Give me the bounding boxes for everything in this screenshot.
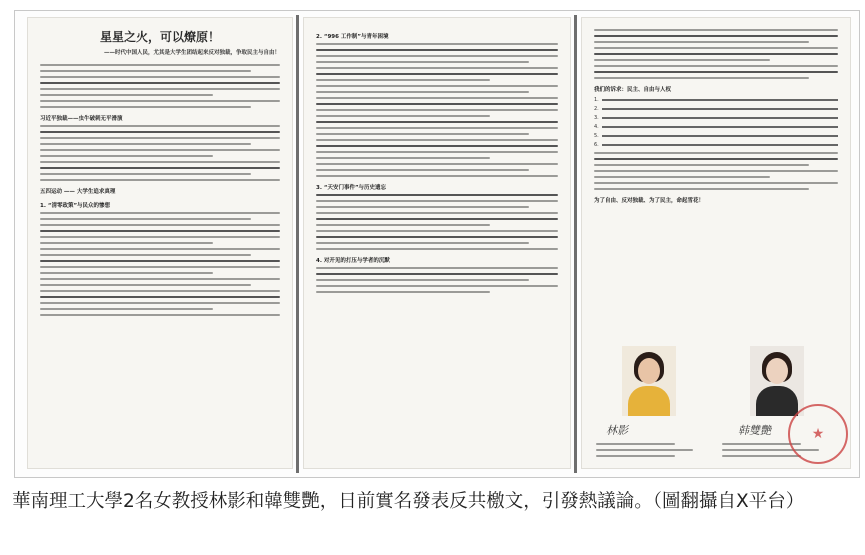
portrait-photo — [622, 346, 676, 416]
text-line — [40, 125, 280, 127]
text-line — [316, 273, 558, 275]
text-line — [316, 127, 558, 129]
text-line — [316, 206, 529, 208]
signer-info — [596, 440, 706, 461]
text-line — [594, 182, 838, 184]
text-line — [316, 169, 529, 171]
text-line — [316, 61, 529, 63]
letter-image — [14, 10, 860, 478]
list-item: 1. — [594, 97, 838, 103]
text-line — [594, 41, 809, 43]
text-line — [316, 236, 558, 238]
text-line — [40, 161, 280, 163]
text-line — [40, 82, 280, 84]
text-line — [316, 139, 558, 141]
section-heading: 2. “996 工作制”与青年困境 — [316, 34, 389, 40]
text-line — [40, 272, 213, 274]
text-line — [316, 85, 558, 87]
text-line — [594, 188, 809, 190]
text-line — [594, 35, 838, 37]
text-line — [316, 121, 558, 123]
red-seal-stamp: ★ — [788, 404, 848, 464]
text-line — [316, 133, 529, 135]
letter-subtitle: ——时代中国人民，尤其是大学生团结起来反对独裁，争取民主与自由！ — [103, 50, 280, 56]
text-line — [594, 71, 838, 73]
text-line — [40, 70, 251, 72]
text-line — [316, 79, 490, 81]
text-line — [316, 230, 558, 232]
text-line — [594, 77, 809, 79]
text-line — [316, 43, 558, 45]
text-line — [40, 302, 280, 304]
text-line — [316, 200, 558, 202]
section-heading: 我们的诉求：民主、自由与人权 — [594, 87, 672, 93]
text-line — [316, 115, 490, 117]
text-line — [40, 106, 251, 108]
text-line — [316, 267, 558, 269]
text-line — [316, 242, 529, 244]
signature: 韩雙艷 — [738, 424, 771, 437]
text-line — [594, 164, 809, 166]
text-line — [316, 67, 558, 69]
closing-slogan: 为了自由、反对独裁、为了民主，命起雪花！ — [594, 198, 705, 204]
text-line — [594, 47, 838, 49]
text-line — [40, 76, 280, 78]
demands-list — [594, 97, 838, 148]
text-line — [594, 65, 838, 67]
page-divider — [574, 15, 577, 473]
text-line — [316, 163, 558, 165]
text-line — [40, 236, 280, 238]
text-line — [40, 64, 280, 66]
text-line — [594, 53, 838, 55]
text-line — [40, 242, 213, 244]
text-line — [40, 248, 280, 250]
text-line — [316, 109, 558, 111]
section-heading: 3. “天安门事件”与历史遗忘 — [316, 185, 387, 191]
letter-page-3 — [581, 17, 851, 469]
text-line — [40, 266, 280, 268]
text-line — [316, 157, 490, 159]
text-line — [594, 59, 770, 61]
text-line — [316, 103, 558, 105]
text-line — [40, 167, 280, 169]
text-line — [40, 131, 280, 133]
text-line — [316, 73, 558, 75]
text-line — [40, 94, 213, 96]
letter-page-1 — [27, 17, 293, 469]
text-line — [40, 284, 251, 286]
text-line — [40, 179, 280, 181]
text-line — [594, 152, 838, 154]
text-line — [40, 212, 280, 214]
letter-page-2 — [303, 17, 571, 469]
text-line — [316, 175, 558, 177]
section-heading: 1. “清零政策”与民众的惨想 — [40, 203, 111, 209]
list-item: 3. — [594, 115, 838, 121]
text-line — [40, 278, 280, 280]
portrait-photo — [750, 346, 804, 416]
text-line — [40, 137, 280, 139]
text-line — [40, 308, 213, 310]
text-line — [316, 279, 529, 281]
text-line — [40, 260, 280, 262]
text-line — [594, 170, 838, 172]
text-line — [316, 97, 558, 99]
text-line — [316, 224, 490, 226]
signature: 林影 — [606, 424, 628, 437]
list-item: 4. — [594, 124, 838, 130]
text-line — [40, 224, 280, 226]
text-line — [316, 55, 558, 57]
text-line — [40, 230, 280, 232]
text-line — [594, 176, 770, 178]
text-line — [40, 155, 213, 157]
text-line — [316, 285, 558, 287]
text-line — [594, 158, 838, 160]
text-line — [40, 218, 251, 220]
section-heading: 4. 对开见的打压与学者的沉默 — [316, 258, 390, 264]
text-line — [40, 88, 280, 90]
text-line — [316, 218, 558, 220]
text-line — [316, 248, 558, 250]
text-line — [40, 296, 280, 298]
text-line — [316, 145, 558, 147]
list-item: 5. — [594, 133, 838, 139]
section-heading: 五四运动 —— 大学生追求真理 — [40, 189, 116, 195]
image-caption: 華南理工大學2名女教授林影和韓雙艷，日前實名發表反共檄文，引發熱議論。（圖翻攝自X平台） — [12, 491, 805, 512]
text-line — [40, 143, 251, 145]
text-line — [316, 91, 529, 93]
list-item: 2. — [594, 106, 838, 112]
text-line — [316, 194, 558, 196]
text-line — [40, 254, 251, 256]
section-heading: 习近平独裁——虫牛破刺无平滑演 — [40, 116, 123, 122]
text-line — [40, 314, 280, 316]
text-line — [316, 212, 558, 214]
page-divider — [296, 15, 299, 473]
text-line — [40, 290, 280, 292]
list-item: 6. — [594, 142, 838, 148]
text-line — [316, 49, 558, 51]
text-line — [40, 100, 280, 102]
letter-title: 星星之火，可以燎原！ — [99, 30, 220, 44]
text-line — [316, 291, 490, 293]
text-line — [316, 151, 558, 153]
text-line — [40, 173, 251, 175]
text-line — [40, 149, 280, 151]
text-line — [594, 29, 838, 31]
